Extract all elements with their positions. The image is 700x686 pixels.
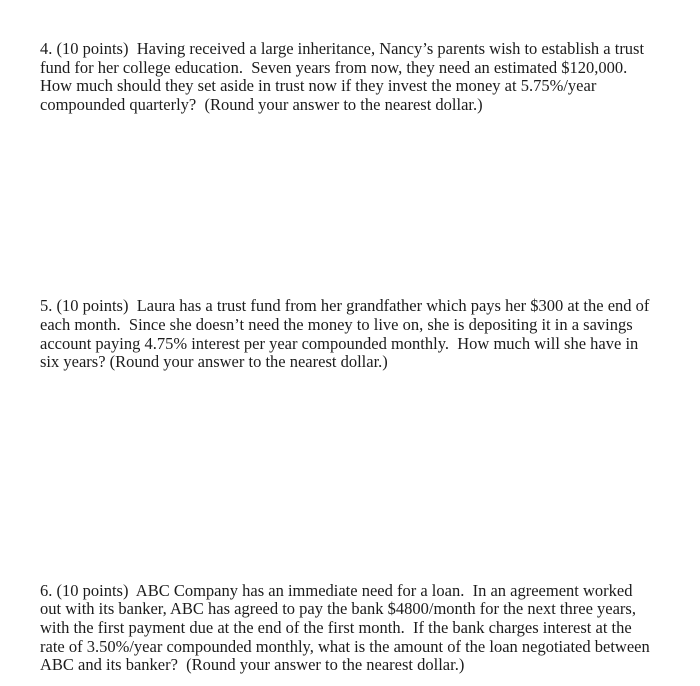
problem-4-text: 4. (10 points) Having received a large inheritance, Nancy’s parents wish to establish a trust fund for her college education. Seven years from now, they need an estimated $120,000. How much should they set aside in trust now if they invest the money at 5.75%/year compounded quarterly? (Round your answer to the nearest dollar.): [40, 39, 649, 114]
problem-6-text: 6. (10 points) ABC Company has an immediate need for a loan. In an agreement worked out with its banker, ABC has agreed to pay the bank $4800/month for the next three years, with the first payment due at the end of the first month. If the bank charges interest at the rate of 3.50%/year compounded monthly, what is the amount of the loan negotiated between ABC and its banker? (Round your answer to the nearest dollar.): [40, 580, 653, 675]
problem-5-text: 5. (10 points) Laura has a trust fund from her grandfather which pays her $300 at the end of each month. Since she doesn’t need the money to live on, she is depositing it in a savings account paying 4.75% interest per year compounded monthly. How much will she have in six years? (Round your answer to the nearest dollar.): [40, 296, 654, 372]
